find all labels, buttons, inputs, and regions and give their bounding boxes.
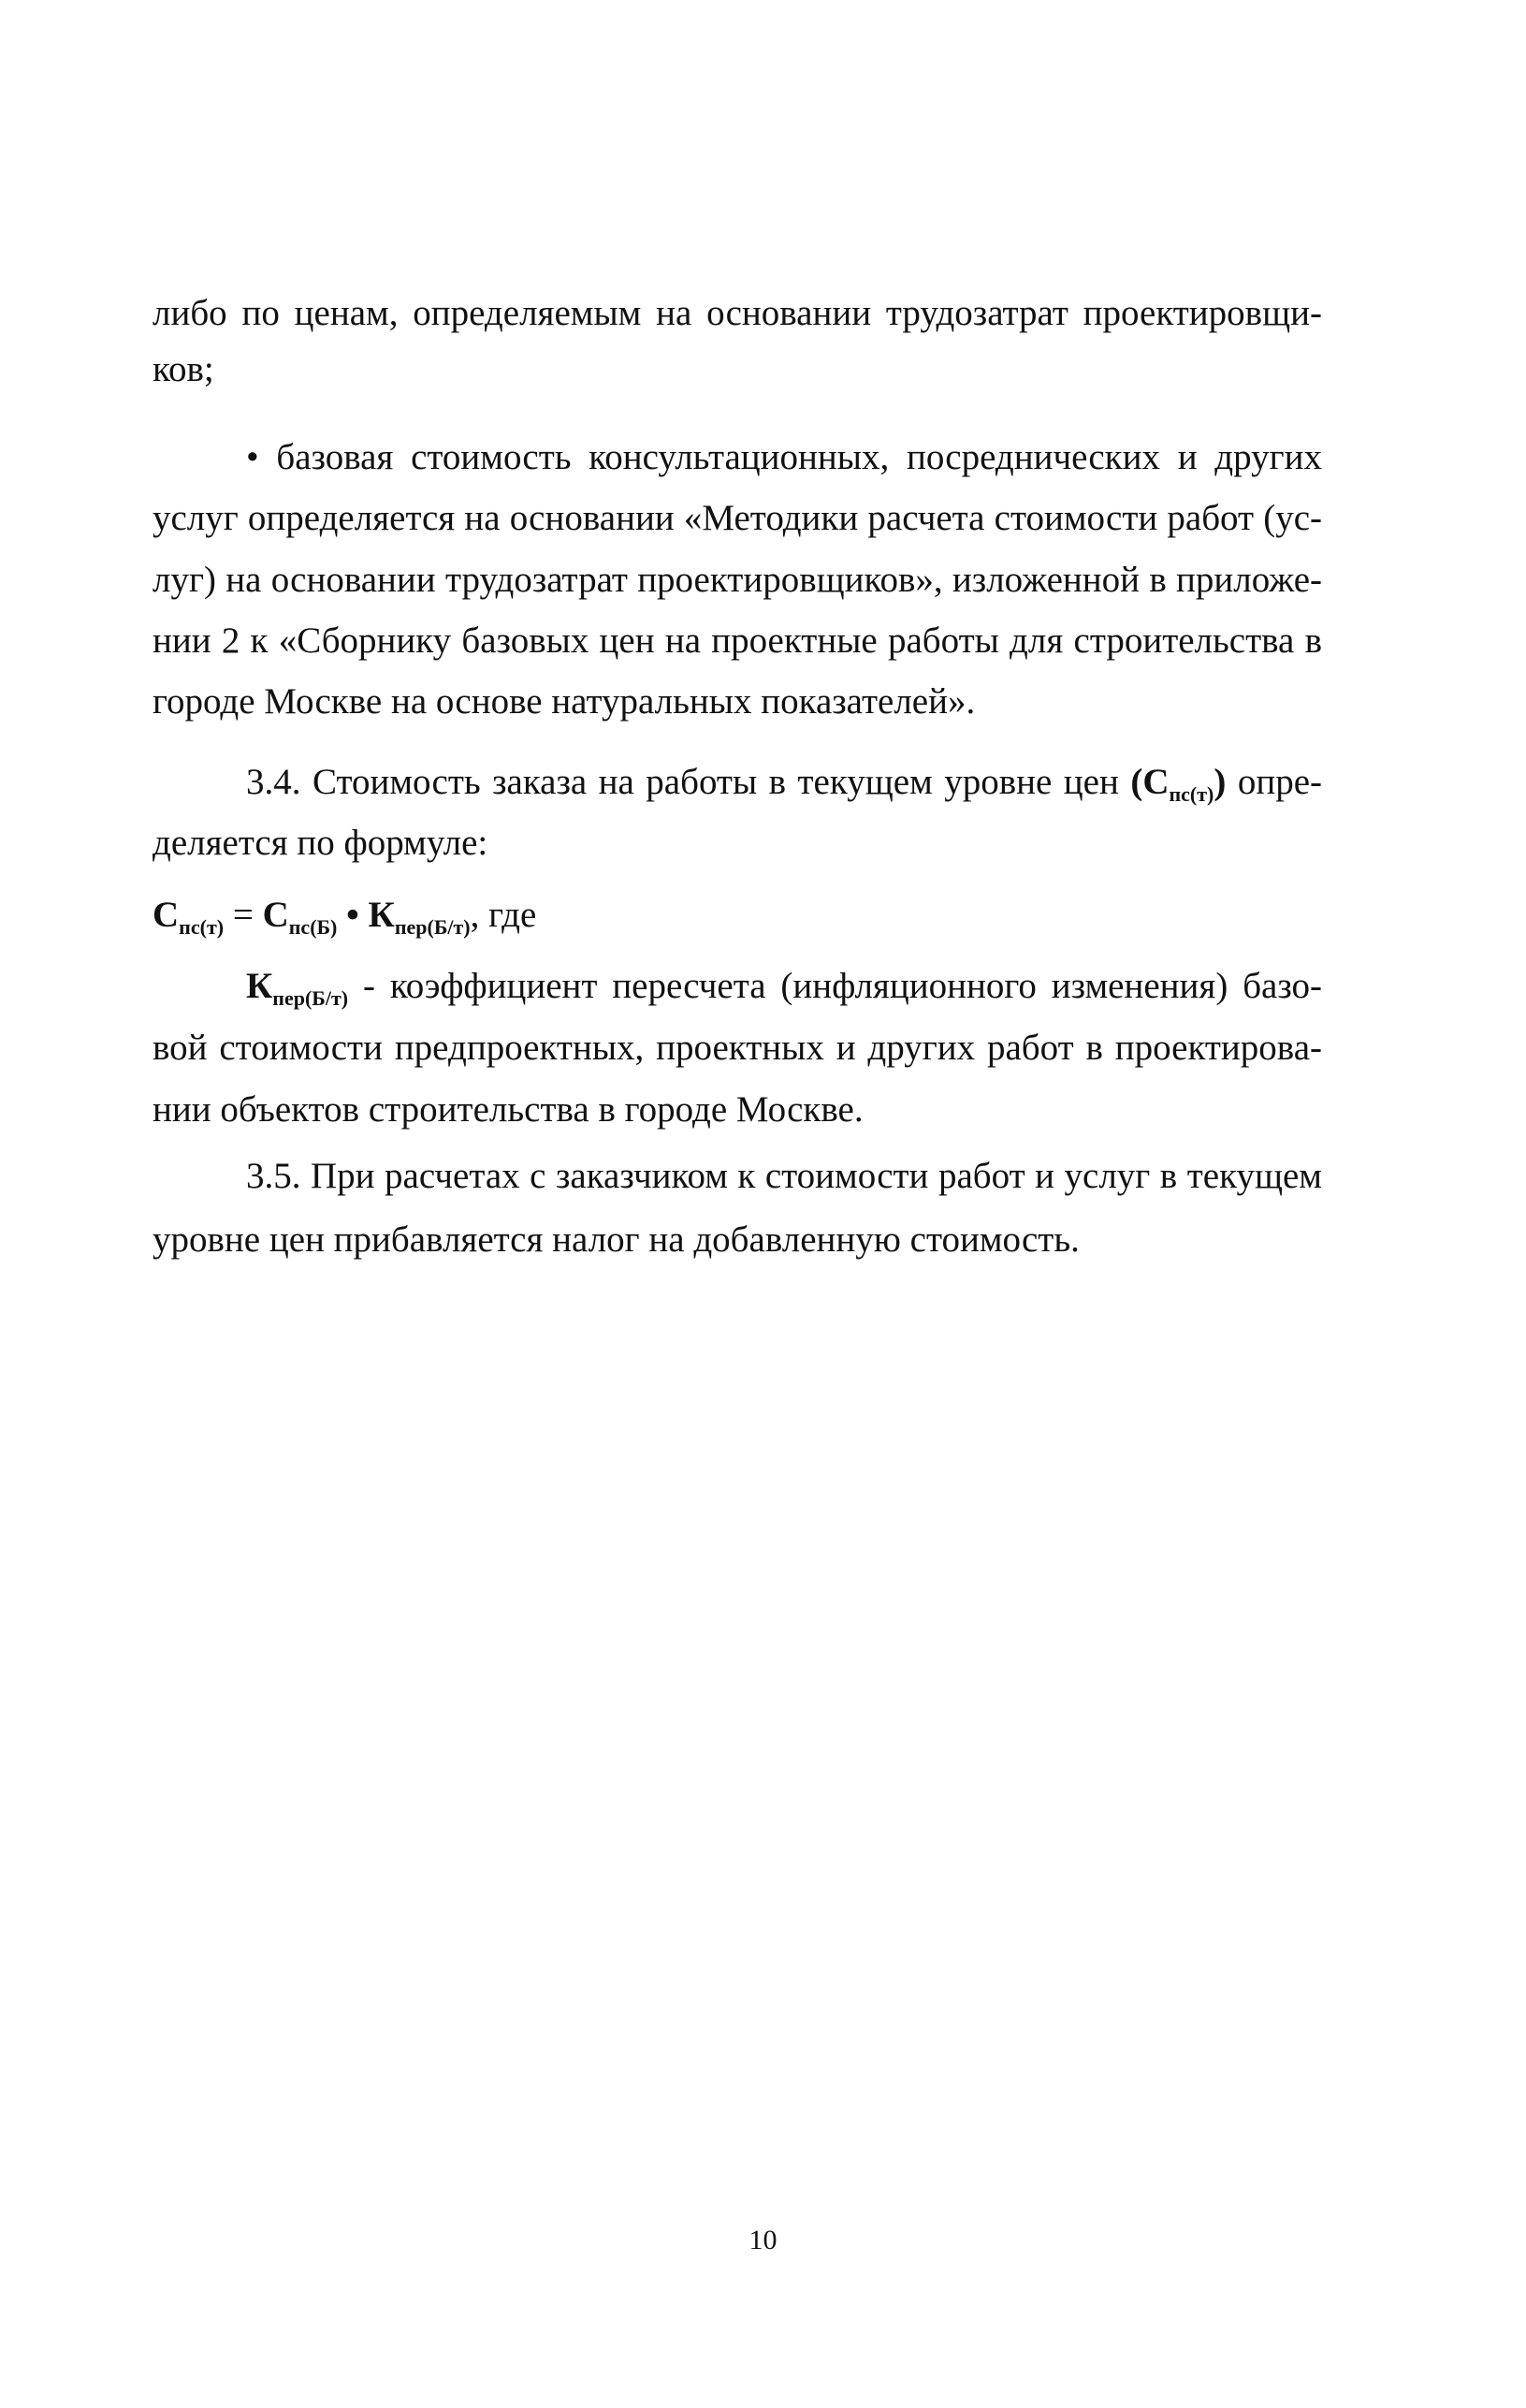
- bullet-text: базовая стоимость консультационных, посреднических и других: [276, 437, 1322, 477]
- formula-multiply: •: [346, 895, 359, 935]
- bullet-line-3: луг) на основании трудозатрат проектировщиков», изложенной в приложе-: [153, 560, 1322, 600]
- section-3-4-line-1: [246, 761, 1322, 816]
- section-3-4-text: 3.4. Стоимость заказа на работы в текущем уровне цен: [246, 762, 1119, 802]
- section-3-4-tail: опре-: [1237, 762, 1323, 802]
- section-3-4-line-2: деляется по формуле:: [153, 823, 488, 863]
- bullet-line-2: услуг определяется на основании «Методики расчета стоимости работ (ус-: [153, 498, 1322, 538]
- formula-rhs-base-cost: $С_{пс(Б)}$: [262, 895, 338, 939]
- cost-symbol: $(С_{пс(т)})$: [1130, 762, 1227, 806]
- formula-tail: , где: [470, 895, 537, 935]
- formula-equals: =: [232, 895, 254, 935]
- formula: [153, 894, 1322, 949]
- bullet-line-1: [246, 436, 1322, 479]
- bullet-marker: •: [246, 437, 259, 477]
- definition-text: - коэффициент пересчета (инфляционного изменения) базо-: [362, 966, 1323, 1006]
- intro-line-1: либо по ценам, определяемым на основании трудозатрат проектировщи-: [153, 293, 1322, 333]
- definition-line-1: [246, 965, 1322, 1020]
- section-3-5-line-1: 3.5. При расчетах с заказчиком к стоимости работ и услуг в текущем: [246, 1156, 1322, 1196]
- section-3-5-line-2: уровне цен прибавляется налог на добавленную стоимость.: [153, 1219, 1080, 1260]
- definition-line-3: нии объектов строительства в городе Москве.: [153, 1089, 864, 1130]
- formula-lhs: $С_{пс(т)}$: [153, 895, 225, 939]
- intro-line-2: ков;: [153, 349, 214, 389]
- definition-line-2: вой стоимости предпроектных, проектных и других работ в проектирова-: [153, 1028, 1322, 1068]
- page-number: 10: [748, 2225, 778, 2255]
- bullet-line-5: городе Москве на основе натуральных показателей».: [153, 681, 976, 722]
- formula-rhs-coefficient: $К_{пер(Б/т)}$: [368, 895, 471, 939]
- bullet-line-4: нии 2 к «Сборнику базовых цен на проектные работы для строительства в: [153, 620, 1322, 661]
- definition-symbol: $К_{пер(Б/т)}$: [246, 966, 349, 1010]
